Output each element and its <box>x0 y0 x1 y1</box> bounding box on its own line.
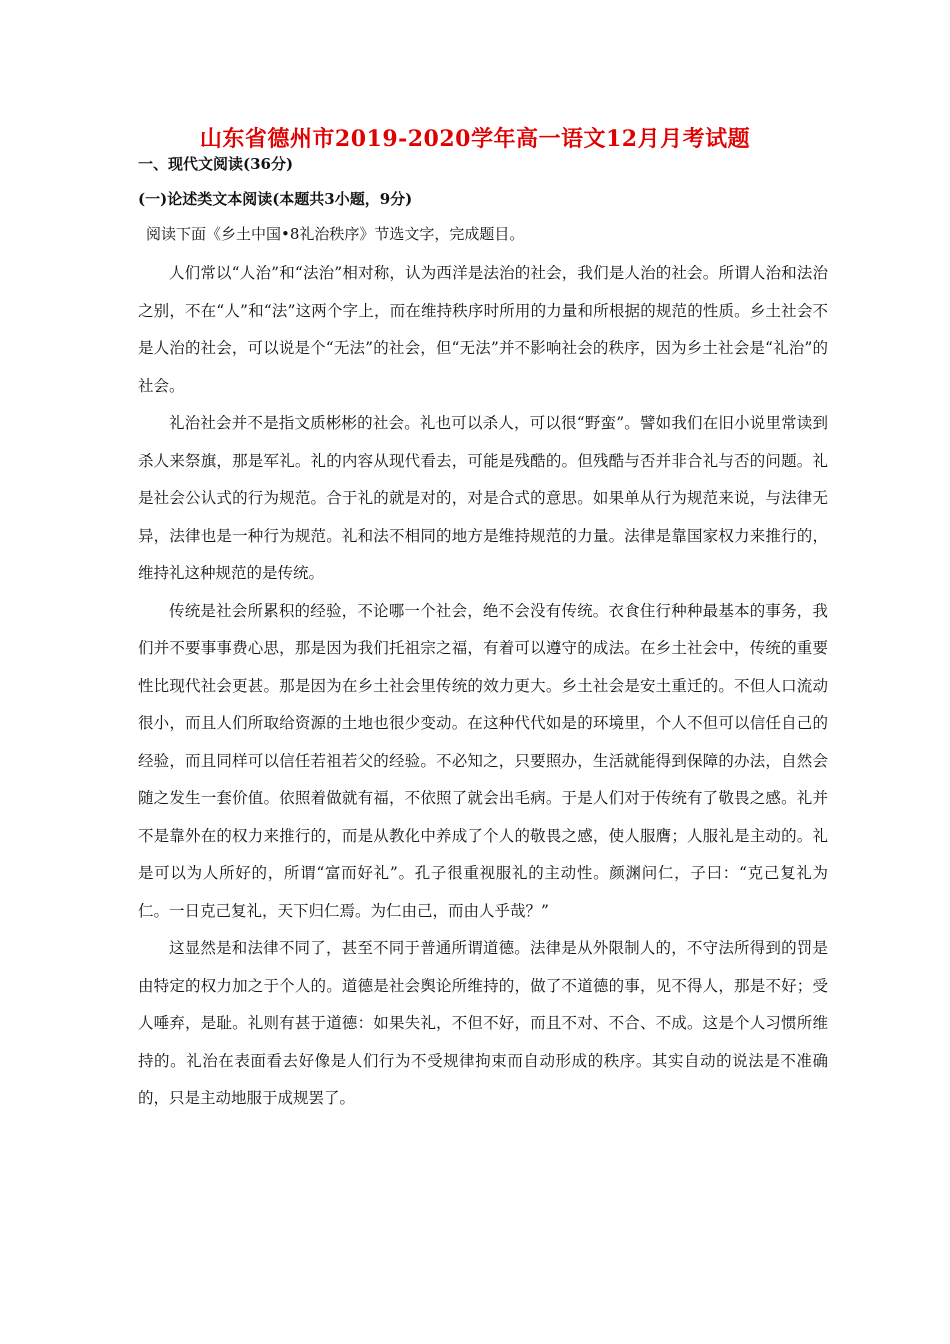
passage-paragraph-3: 传统是社会所累积的经验，不论哪一个社会，绝不会没有传统。衣食住行种种最基本的事务，我们并不要事事费心思，那是因为我们托祖宗之福，有着可以遵守的成法。在乡土社会中，传统的重要性比现代社会更甚。那是因为在乡土社会里传统的效力更大。乡土社会是安土重迁的。不但人口流动很小，而且人们所取给资源的土地也很少变动。在这种代代如是的环境里，个人不但可以信任自己的经验，而且同样可以信任若祖若父的经验。不必知之，只要照办，生活就能得到保障的办法，自然会随之发生一套价值。依照着做就有福，不依照了就会出毛病。于是人们对于传统有了敬畏之感。礼并不是靠外在的权力来推行的，而是从教化中养成了个人的敬畏之感，使人服膺；人服礼是主动的。礼是可以为人所好的，所谓“富而好礼”。孔子很重视服礼的主动性。颜渊问仁，子曰：“克己复礼为仁。一日克己复礼，天下归仁焉。为仁由己，而由人乎哉？” <box>138 601 828 920</box>
passage-paragraph-4: 这显然是和法律不同了，甚至不同于普通所谓道德。法律是从外限制人的，不守法所得到的罚是由特定的权力加之于个人的。道德是社会舆论所维持的，做了不道德的事，见不得人，那是不好；受人唾弃，是耻。礼则有甚于道德：如果失礼，不但不好，而且不对、不合、不成。这是个人习惯所维持的。礼治在表面看去好像是人们行为不受规律拘束而自动形成的秩序。其实自动的说法是不准确的，只是主动地服于成规罢了。 <box>138 939 828 1107</box>
section-heading: 一、现代文阅读(36分) <box>138 155 294 173</box>
passage-paragraph-2: 礼治社会并不是指文质彬彬的社会。礼也可以杀人，可以很“野蛮”。譬如我们在旧小说里常读到杀人来祭旗，那是军礼。礼的内容从现代看去，可能是残酷的。但残酷与否并非合礼与否的问题。礼是社会公认式的行为规范。合于礼的就是对的，对是合式的意思。如果单从行为规范来说，与法律无异，法律也是一种行为规范。礼和法不相同的地方是维持规范的力量。法律是靠国家权力来推行的，维持礼这种规范的是传统。 <box>138 414 828 582</box>
subsection-heading: (一)论述类文本阅读(本题共3小题，9分) <box>138 190 413 208</box>
passage-body <box>138 255 828 1118</box>
passage-paragraph-1: 人们常以“人治”和“法治”相对称，认为西洋是法治的社会，我们是人治的社会。所谓人治和法治之别，不在“人”和“法”这两个字上，而在维持秩序时所用的力量和所根据的规范的性质。乡土社会不是人治的社会，可以说是个“无法”的社会，但“无法”并不影响社会的秩序，因为乡土社会是“礼治”的社会。 <box>138 264 828 395</box>
reading-instruction: 阅读下面《乡土中国•8礼治秩序》节选文字，完成题目。 <box>146 225 525 243</box>
document-title: 山东省德州市2019-2020学年高一语文12月月考试题 <box>199 126 751 152</box>
